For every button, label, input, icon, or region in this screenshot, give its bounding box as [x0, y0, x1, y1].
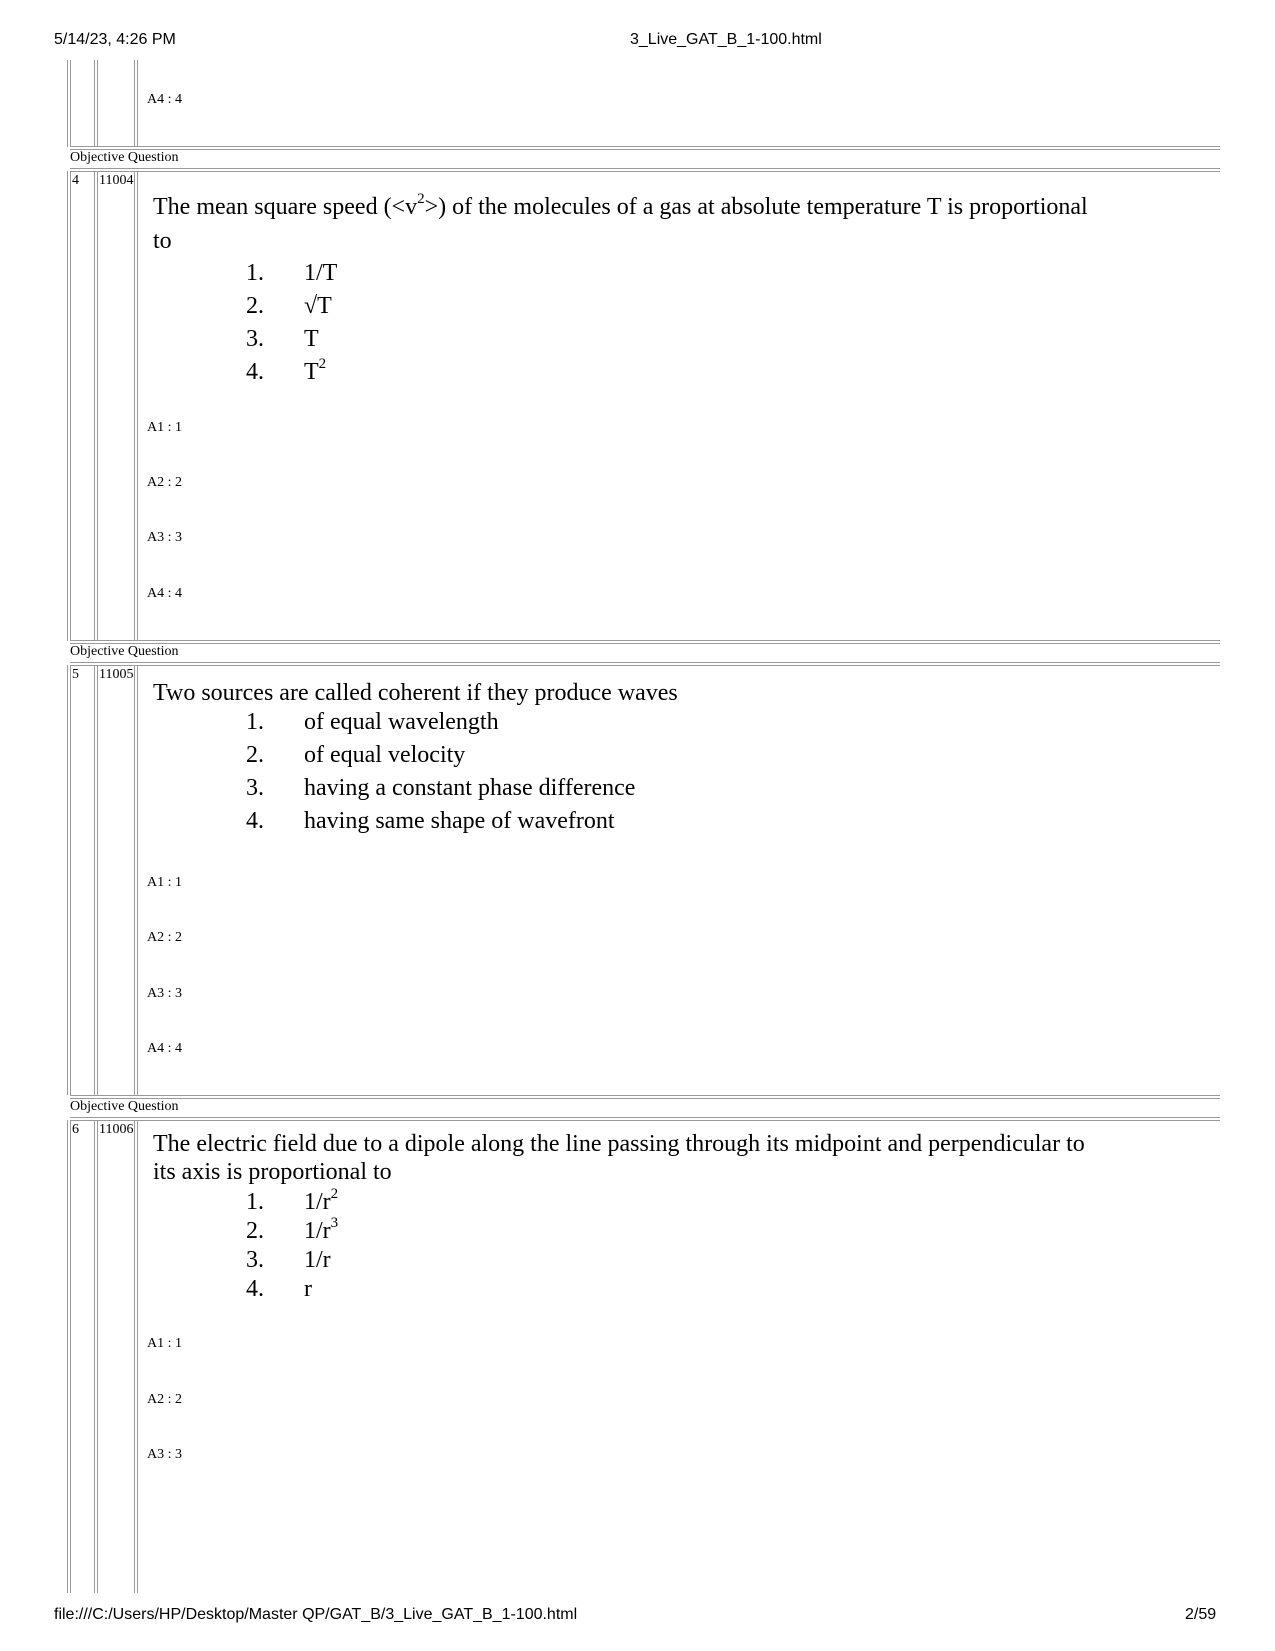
option-1: 1. of equal wavelength	[246, 709, 499, 735]
answer-label: A3 : 3	[147, 1447, 182, 1462]
option-1: 1. 1/T	[246, 260, 338, 286]
option-3: 3. T	[246, 326, 319, 352]
print-header-title: 3_Live_GAT_B_1-100.html	[630, 31, 822, 48]
question-id: 11005	[99, 667, 134, 682]
option-1: 1. $1/r^2$	[246, 1186, 339, 1215]
answer-label: A3 : 3	[147, 530, 182, 545]
section-label: Objective Question	[70, 1099, 179, 1114]
section-label: Objective Question	[70, 644, 179, 659]
question-serial: 5	[72, 667, 79, 682]
question-serial: 4	[72, 173, 79, 188]
option-4: 4. having same shape of wavefront	[246, 808, 615, 834]
option-4: 4. r	[246, 1276, 312, 1302]
answer-label: A3 : 3	[147, 986, 182, 1001]
question-id: 11006	[99, 1122, 134, 1137]
section-label: Objective Question	[70, 150, 179, 165]
answer-label: A2 : 2	[147, 475, 182, 490]
answer-label: A4 : 4	[147, 586, 182, 601]
question-text: The mean square speed $(<v^2>)$ of the molecules of a gas at absolute temperature T is proportional to	[153, 191, 1088, 254]
option-2: 2. of equal velocity	[246, 742, 466, 768]
answer-label: A1 : 1	[147, 420, 182, 435]
answer-label: A4 : 4	[147, 1041, 182, 1056]
print-footer-path: file:///C:/Users/HP/Desktop/Master QP/GAT_B/3_Live_GAT_B_1-100.html	[54, 1606, 578, 1623]
answer-label: A1 : 1	[147, 875, 182, 890]
question-text: Two sources are called coherent if they produce waves	[153, 680, 678, 706]
option-2: 2. √T	[246, 293, 332, 319]
answer-label: A4 : 4	[147, 92, 182, 107]
print-footer-page-number: 2/59	[1185, 1606, 1217, 1623]
question-text: The electric field due to a dipole along the line passing through its midpoint and perpendicular to its axis is proportional to	[153, 1131, 1085, 1185]
option-3: 3. 1/r	[246, 1247, 331, 1273]
answer-label: A1 : 1	[147, 1336, 182, 1351]
option-3: 3. having a constant phase difference	[246, 775, 636, 801]
option-4: 4. $T^2$	[246, 356, 327, 385]
question-serial: 6	[72, 1122, 79, 1137]
print-header-date: 5/14/23, 4:26 PM	[54, 31, 176, 48]
question-id: 11004	[99, 173, 134, 188]
answer-label: A2 : 2	[147, 1392, 182, 1407]
question-table	[70, 60, 1220, 1593]
answer-label: A2 : 2	[147, 930, 182, 945]
option-2: 2. $1/r^3$	[246, 1215, 339, 1244]
